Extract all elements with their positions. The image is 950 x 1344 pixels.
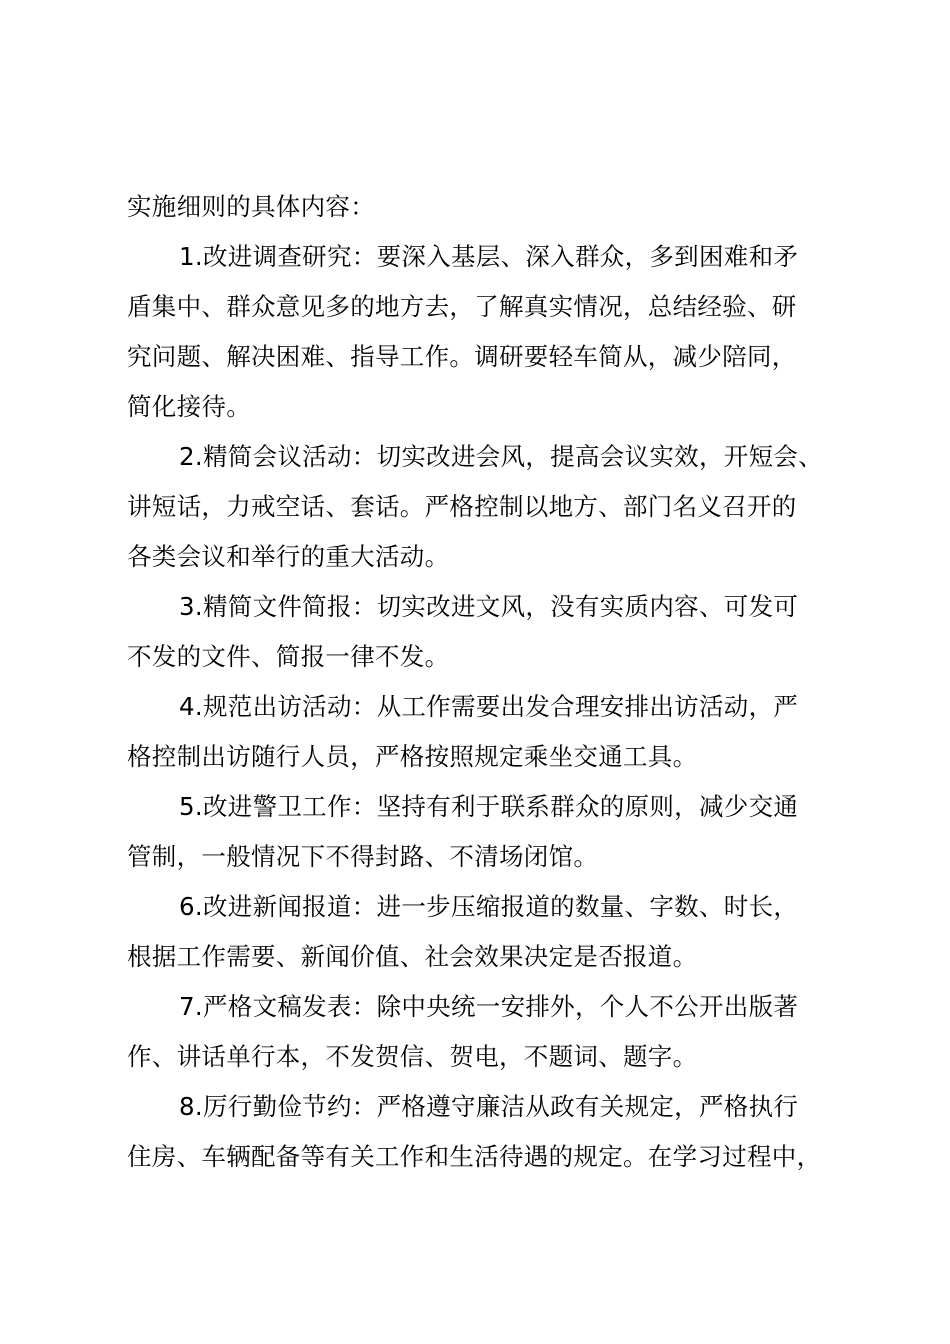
paragraph-line: 管制，一般情况下不得封路、不清场闭馆。 (127, 842, 599, 871)
paragraph-line: 3.精简文件简报：切实改进文风，没有实质内容、可发可 (179, 592, 799, 621)
paragraph-line: 作、讲话单行本，不发贺信、贺电，不题词、题字。 (127, 1042, 698, 1071)
paragraph-line: 住房、车辆配备等有关工作和生活待遇的规定。在学习过程中， (127, 1142, 822, 1171)
paragraph-line: 盾集中、群众意见多的地方去，了解真实情况，总结经验、研 (127, 292, 797, 321)
paragraph-6 (127, 882, 827, 982)
paragraph-line: 1.改进调查研究：要深入基层、深入群众，多到困难和矛 (179, 242, 799, 271)
paragraph-line: 不发的文件、简报一律不发。 (127, 642, 450, 671)
paragraph-line: 格控制出访随行人员，严格按照规定乘坐交通工具。 (127, 742, 698, 771)
intro-line: 实施细则的具体内容： (127, 192, 375, 221)
paragraph-7 (127, 982, 827, 1082)
paragraph-line: 各类会议和举行的重大活动。 (127, 542, 450, 571)
paragraph-3 (127, 582, 827, 682)
paragraph-line: 4.规范出访活动：从工作需要出发合理安排出访活动，严 (179, 692, 799, 721)
paragraph-line: 6.改进新闻报道：进一步压缩报道的数量、字数、时长， (179, 892, 799, 921)
paragraph-line: 简化接待。 (127, 392, 251, 421)
paragraph-line: 5.改进警卫工作：坚持有利于联系群众的原则，减少交通 (179, 792, 799, 821)
paragraph-line: 8.厉行勤俭节约：严格遵守廉洁从政有关规定，严格执行 (179, 1092, 799, 1121)
paragraph-line: 根据工作需要、新闻价值、社会效果决定是否报道。 (127, 942, 698, 971)
paragraph-line: 2.精简会议活动：切实改进会风，提高会议实效，开短会、 (179, 442, 823, 471)
paragraph-line: 7.严格文稿发表：除中央统一安排外，个人不公开出版著 (179, 992, 799, 1021)
paragraph-line: 讲短话，力戒空话、套话。严格控制以地方、部门名义召开的 (127, 492, 797, 521)
paragraph-4 (127, 682, 827, 782)
paragraph-line: 究问题、解决困难、指导工作。调研要轻车简从，减少陪同， (127, 342, 797, 371)
paragraph-1 (127, 232, 827, 432)
paragraph-2 (127, 432, 827, 582)
paragraph-8 (127, 1082, 827, 1182)
paragraph-5 (127, 782, 827, 882)
document-body (127, 182, 827, 1182)
